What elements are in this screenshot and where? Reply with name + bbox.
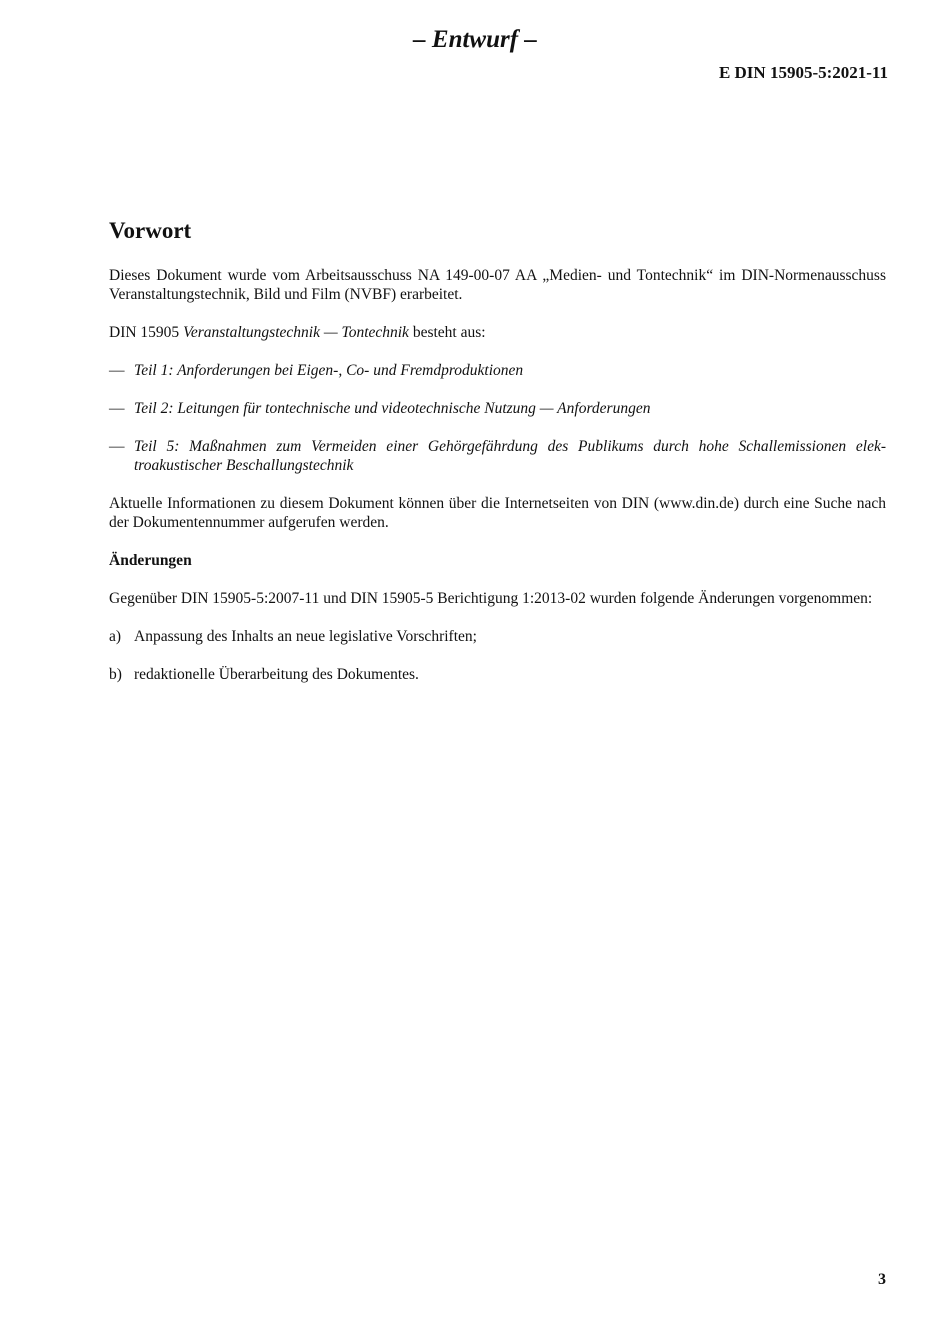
changes-intro: Gegenüber DIN 15905-5:2007-11 und DIN 15905-5 Berichtigung 1:2013-02 wurden folgende Änderungen vorgenommen:: [109, 590, 873, 607]
series-title: Veranstaltungstechnik — Tontechnik: [183, 324, 409, 341]
list-marker: —: [109, 362, 125, 379]
part-text: Teil 2: Leitungen für tontechnische und videotechnische Nutzung — Anforderungen: [134, 400, 651, 417]
document-id: E DIN 15905-5:2021-11: [718, 63, 888, 82]
list-item: [109, 399, 886, 418]
page-number: 3: [878, 1271, 886, 1288]
section-title: Vorwort: [109, 218, 192, 243]
list-item: [109, 361, 886, 380]
intro-paragraph: Dieses Dokument wurde vom Arbeitsausschuss NA 149-00-07 AA „Medien- und Tontechnik“ im DIN-Normenausschuss Veranstaltungstechnik, Bild und Film (NVBF) erarbeitet.: [109, 267, 886, 303]
part-text: Teil 1: Anforderungen bei Eigen-, Co- und Fremdproduktionen: [134, 362, 524, 379]
list-marker: b): [109, 666, 122, 683]
list-marker: —: [109, 438, 125, 455]
list-marker: —: [109, 400, 125, 417]
part-text: Teil 5: Maßnahmen zum Vermeiden einer Gehörgefährdung des Publikums durch hohe Schallemissionen elektroakustischer Beschallungstechnik: [134, 438, 886, 474]
page-content: [109, 216, 886, 703]
change-text: redaktionelle Überarbeitung des Dokumentes.: [134, 666, 419, 683]
list-item: [109, 627, 886, 646]
parts-list: [109, 361, 886, 475]
list-item: [109, 437, 886, 475]
series-suffix: besteht aus:: [408, 324, 486, 341]
draft-banner: – Entwurf –: [413, 26, 537, 53]
change-text: Anpassung des Inhalts an neue legislative Vorschriften;: [134, 628, 477, 645]
changes-list: [109, 627, 886, 684]
list-item: [109, 665, 886, 684]
series-paragraph: [109, 323, 886, 342]
info-paragraph: Aktuelle Informationen zu diesem Dokument können über die Internetseiten von DIN (www.din.de) durch eine Suche nach der Dokumentennummer aufgerufen werden.: [109, 495, 886, 531]
changes-heading: Änderungen: [109, 552, 192, 569]
list-marker: a): [109, 628, 122, 645]
series-prefix: DIN 15905: [109, 324, 184, 341]
